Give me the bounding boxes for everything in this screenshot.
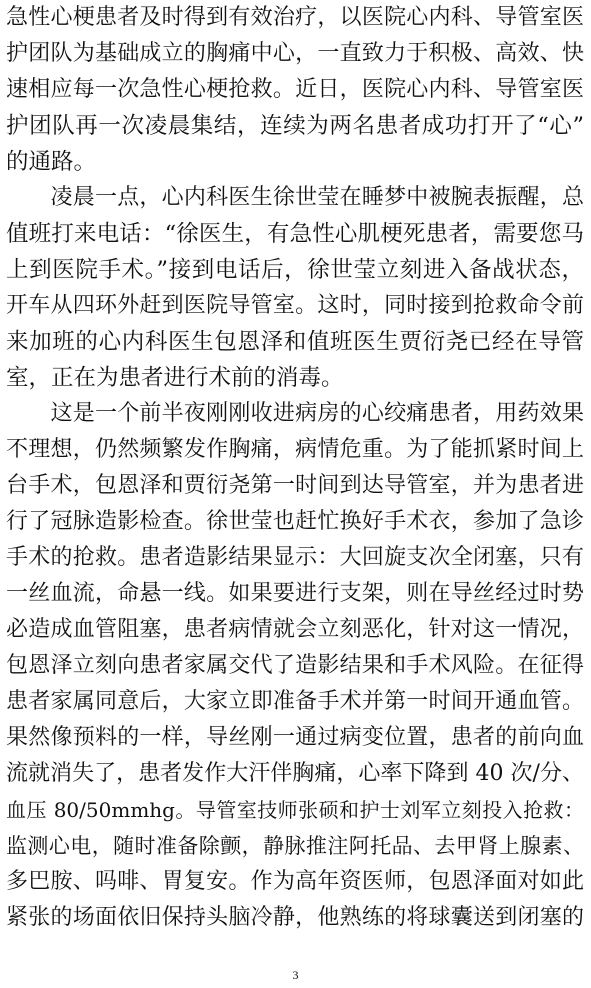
text-line: 开车从四环外赶到医院导管室。这时，同时接到抢救命令前: [6, 293, 584, 318]
text-line: 监测心电，随时准备除颤，静脉推注阿托品、去甲肾上腺素、: [6, 834, 584, 858]
text-line: 上到医院手术。”接到电话后，徐世莹立刻进入备战状态，: [6, 257, 584, 283]
text-line: 这是一个前半夜刚刚收进病房的心绞痛患者，用药效果: [6, 401, 584, 426]
text-line: 血压 80/50mmhg。导管室技师张硕和护士刘军立刻投入抢救：: [6, 798, 584, 822]
text-line: 台手术，包恩泽和贾衍尧第一时间到达导管室，并为患者进: [6, 473, 584, 498]
text-line: 必造成血管阻塞，患者病情就会立刻恶化，针对这一情况，: [6, 617, 584, 642]
text-line: 急性心梗患者及时得到有效治疗，以医院心内科、导管室医: [6, 5, 584, 30]
text-line: 不理想，仍然频繁发作胸痛，病情危重。为了能抓紧时间上: [6, 437, 584, 462]
text-line: 果然像预料的一样，导丝刚一通过病变位置，患者的前向血: [6, 725, 584, 750]
text-line: 包恩泽立刻向患者家属交代了造影结果和手术风险。在征得: [6, 653, 584, 678]
text-line: 手术的抢救。患者造影结果显示：大回旋支次全闭塞，只有: [6, 545, 584, 570]
text-line: 值班打来电话：“徐医生，有急性心肌梗死患者，需要您马: [6, 221, 584, 247]
text-line: 流就消失了，患者发作大汗伴胸痛，心率下降到 40 次/分、: [6, 761, 584, 786]
text-line: 护团队再一次凌晨集结，连续为两名患者成功打开了“心”: [6, 113, 584, 139]
text-line: 紧张的场面依旧保持头脑冷静，他熟练的将球囊送到闭塞的: [6, 905, 584, 930]
page-number: 3: [292, 968, 299, 982]
text-line: 的通路。: [6, 149, 97, 175]
text-line: 一丝血流，命悬一线。如果要进行支架，则在导丝经过时势: [6, 581, 584, 606]
text-line: 凌晨一点，心内科医生徐世莹在睡梦中被腕表振醒，总: [6, 185, 584, 210]
text-line: 多巴胺、吗啡、胃复安。作为高年资医师，包恩泽面对如此: [6, 869, 584, 894]
text-line: 患者家属同意后，大家立即准备手术并第一时间开通血管。: [6, 689, 584, 714]
text-line: 行了冠脉造影检查。徐世莹也赶忙换好手术衣，参加了急诊: [6, 509, 584, 534]
text-line: 护团队为基础成立的胸痛中心，一直致力于积极、高效、快: [6, 41, 584, 66]
text-line: 室，正在为患者进行术前的消毒。: [6, 365, 344, 391]
text-line: 速相应每一次急性心梗抢救。近日，医院心内科、导管室医: [6, 77, 584, 102]
text-line: 来加班的心内科医生包恩泽和值班医生贾衍尧已经在导管: [6, 329, 584, 355]
